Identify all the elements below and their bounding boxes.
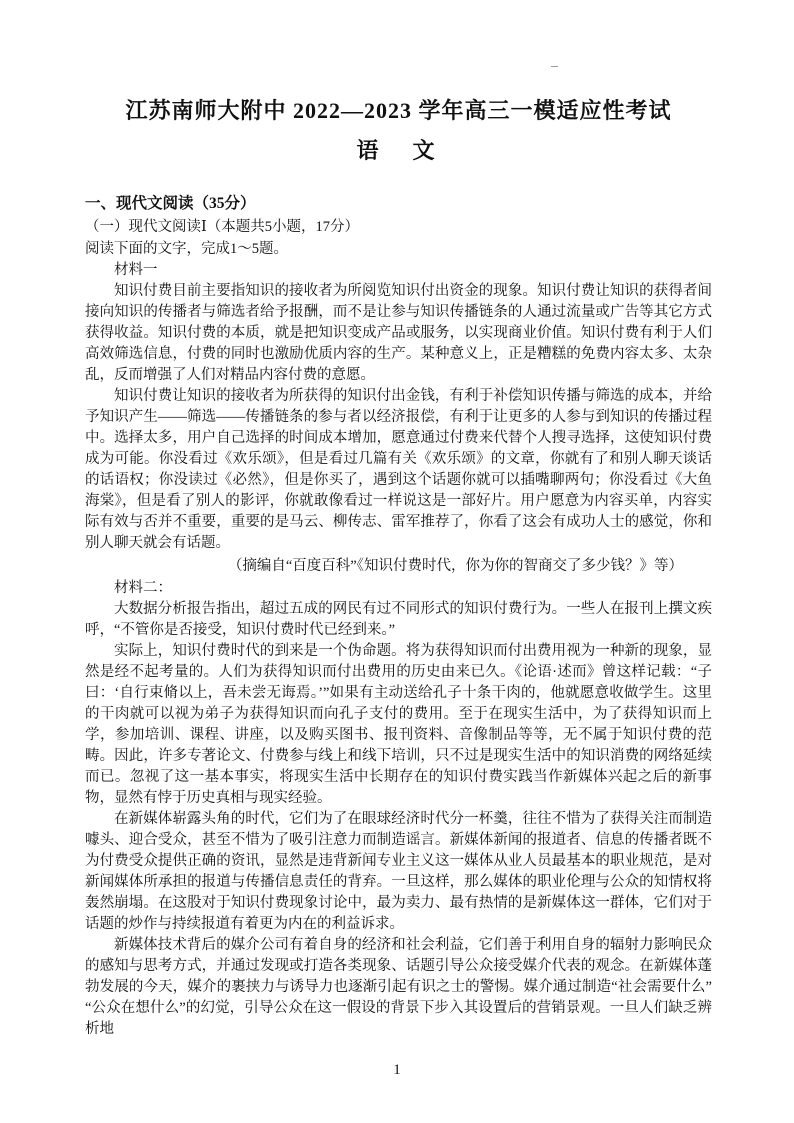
material-two-paragraph: 新媒体技术背后的媒介公司有着自身的经济和社会利益，它们善于利用自身的辐射力影响民众的感知与思考方式，并通过发现或打造各类现象、话题引导公众接受媒介代表的观念。在新媒体蓬勃发展的今天，媒介的裹挟力与诱导力也逐渐引起有识之士的警惕。媒介通过制造“社会需要什么”“公众在想什么”的幻觉，引导公众在这一假设的背景下步入其设置后的营销景观。一旦人们缺乏辨析地 [85,937,712,1037]
material-one-attribution: （摘编自“百度百科”《知识付费时代，你为你的智商交了多少钱？》等） [227,558,683,574]
subject-title: 语 文 [356,138,441,163]
material-one-label: 材料一 [114,262,158,278]
material-two-paragraph: 在新媒体崭露头角的时代，它们为了在眼球经济时代分一杯羹，往往不惜为了获得关注而制造噱头、迎合受众，甚至不惜为了吸引注意力而制造谣言。新媒体新闻的报道者、信息的传播者既不为付费受众提供正确的资讯，显然是违背新闻专业主义这一媒体从业人员最基本的职业规范，是对新闻媒体所承担的报道与传播信息责任的背弃。一旦这样，那么媒体的职业伦理与公众的知情权将轰然崩塌。在这股对于知识付费现象讨论中，最为卖力、最有热情的是新媒体这一群体，它们对于话题的炒作与持续报道有着更为内在的利益诉求。 [85,811,712,932]
material-one-paragraph: 知识付费让知识的接收者为所获得的知识付出金钱，有利于补偿知识传播与筛选的成本，并给予知识产生——筛选——传播链条的参与者以经济报偿，有利于让更多的人参与到知识的传播过程中。选择太多，用户自己选择的时间成本增加，愿意通过付费来代替个人搜寻选择，这使知识付费成为可能。你没看过《欢乐颂》，但是看过几篇有关《欢乐颂》的文章，你就有了和别人聊天谈话的话语权；你没读过《必然》，但是你买了，遇到这个话题你就可以插嘴聊两句；你没看过《大鱼海棠》，但是看了别人的影评，你就敢像看过一样说这是一部好片。用户愿意为内容买单，内容实际有效与否并不重要，重要的是马云、柳传志、雷军推荐了，你看了这会有成功人士的感觉，你和别人聊天就会有话题。 [85,388,712,551]
page-number: 1 [0,1062,794,1079]
material-one-paragraph: 知识付费目前主要指知识的接收者为所阅览知识付出资金的现象。知识付费让知识的获得者间接向知识的传播者与筛选者给予报酬，而不是让参与知识传播链条的人通过流量或广告等其它方式获得收益。知识付费的本质，就是把知识变成产品或服务，以实现商业价值。知识付费有利于人们高效筛选信息，付费的同时也激励优质内容的生产。某种意义上，正是糟糕的免费内容太多、太杂乱，反而增强了人们对精品内容付费的意愿。 [85,283,712,383]
exam-title: 江苏南师大附中 2022—2023 学年高三一模适应性考试 [125,98,672,123]
section-heading-reading: 一、现代文阅读（35分） [85,195,256,212]
material-two-paragraph: 实际上，知识付费时代的到来是一个伪命题。将为获得知识而付出费用视为一种新的现象，显然是经不起考量的。人们为获得知识而付出费用的历史由来已久。《论语·述而》曾这样记载：“子曰：‘自行束脩以上，吾未尝无诲焉。’”如果有主动送给孔子十条干肉的，他就愿意收做学生。这里的干肉就可以视为弟子为获得知识而向孔子支付的费用。至于在现实生活中，为了获得知识而上学，参加培训、课程、讲座，以及购买图书、报刊资料、音像制品等等，无不属于知识付费的范畴。因此，许多专著论文、付费参与线上和线下培训，只不过是现实生活中的知识消费的网络延续而已。忽视了这一基本事实，将现实生活中长期存在的知识付费实践当作新媒体兴起之后的新事物，显然有悖于历史真相与现实经验。 [85,643,712,806]
subsection-heading: （一）现代文阅读Ⅰ（本题共5小题，17分） [85,219,359,235]
exam-body [85,192,712,1040]
reading-instruction: 阅读下面的文字，完成1～5题。 [85,241,288,257]
page-content [85,0,712,1040]
material-two-label: 材料二： [114,580,172,596]
material-two-paragraph: 大数据分析报告指出，超过五成的网民有过不同形式的知识付费行为。一些人在报刊上撰文疾呼，“不管你是否接受，知识付费时代已经到来。” [85,601,712,638]
